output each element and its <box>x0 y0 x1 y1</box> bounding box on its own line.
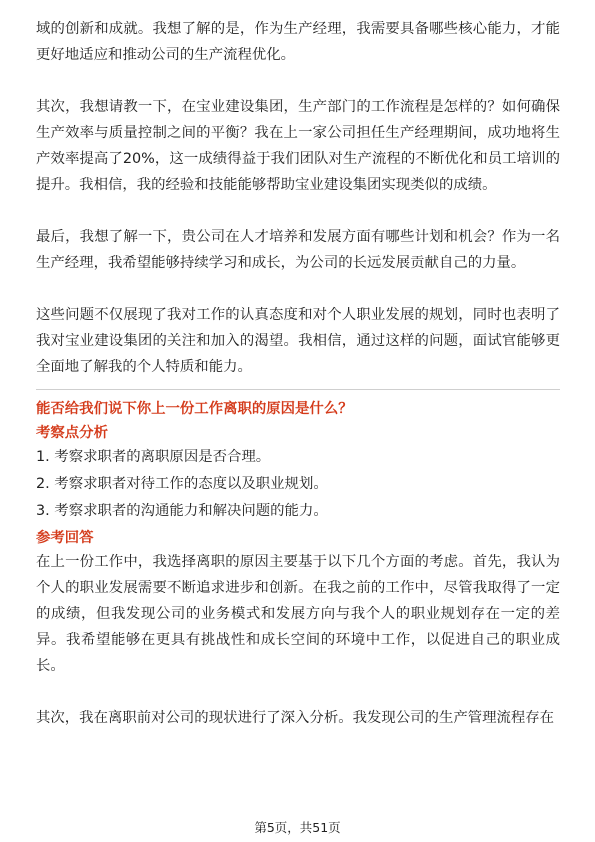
body-paragraph-2: 其次，我想请教一下，在宝业建设集团，生产部门的工作流程是怎样的？如何确保生产效率与质量控制之间的平衡？我在上一家公司担任生产经理期间，成功地将生产效率提高了20%，这一成绩得益于我们团队对生产流程的不断优化和员工培训的提升。我相信，我的经验和技能能够帮助宝业建设集团实现类似的成绩。 <box>36 99 560 193</box>
analysis-heading: 考察点分析 <box>36 425 108 441</box>
answer-heading: 参考回答 <box>36 530 94 546</box>
page-number: 第5页，共51页 <box>254 820 341 835</box>
analysis-item: 3. 考察求职者的沟通能力和解决问题的能力。 <box>36 503 328 519</box>
analysis-item: 2. 考察求职者对待工作的态度以及职业规划。 <box>36 476 328 492</box>
paragraph-gap <box>36 198 560 224</box>
answer-paragraph-1: 在上一份工作中，我选择离职的原因主要基于以下几个方面的考虑。首先，我认为个人的职业发展需要不断追求进步和创新。在我之前的工作中，尽管我取得了一定的成绩，但我发现公司的业务模式和发展方向与我个人的职业规划存在一定的差异。我希望能够在更具有挑战性和成长空间的环境中工作，以促进自己的职业成长。 <box>36 554 560 674</box>
body-paragraph-1: 域的创新和成就。我想了解的是，作为生产经理，我需要具备哪些核心能力，才能更好地适应和推动公司的生产流程优化。 <box>36 21 560 63</box>
analysis-list <box>36 444 560 525</box>
answer-paragraph-2: 其次，我在离职前对公司的现状进行了深入分析。我发现公司的生产管理流程存在 <box>36 710 555 726</box>
page-content <box>36 16 560 731</box>
body-paragraph-3: 最后，我想了解一下，贵公司在人才培养和发展方面有哪些计划和机会？作为一名生产经理，我希望能够持续学习和成长，为公司的长远发展贡献自己的力量。 <box>36 229 560 271</box>
analysis-item: 1. 考察求职者的离职原因是否合理。 <box>36 449 271 465</box>
paragraph-gap <box>36 68 560 94</box>
body-paragraph-4: 这些问题不仅展现了我对工作的认真态度和对个人职业发展的规划，同时也表明了我对宝业建设集团的关注和加入的渴望。我相信，通过这样的问题，面试官能够更全面地了解我的个人特质和能力。 <box>36 307 560 375</box>
paragraph-gap <box>36 276 560 302</box>
section-divider <box>36 389 560 390</box>
paragraph-gap <box>36 679 560 705</box>
interview-question: 能否给我们说下你上一份工作离职的原因是什么？ <box>36 401 353 417</box>
